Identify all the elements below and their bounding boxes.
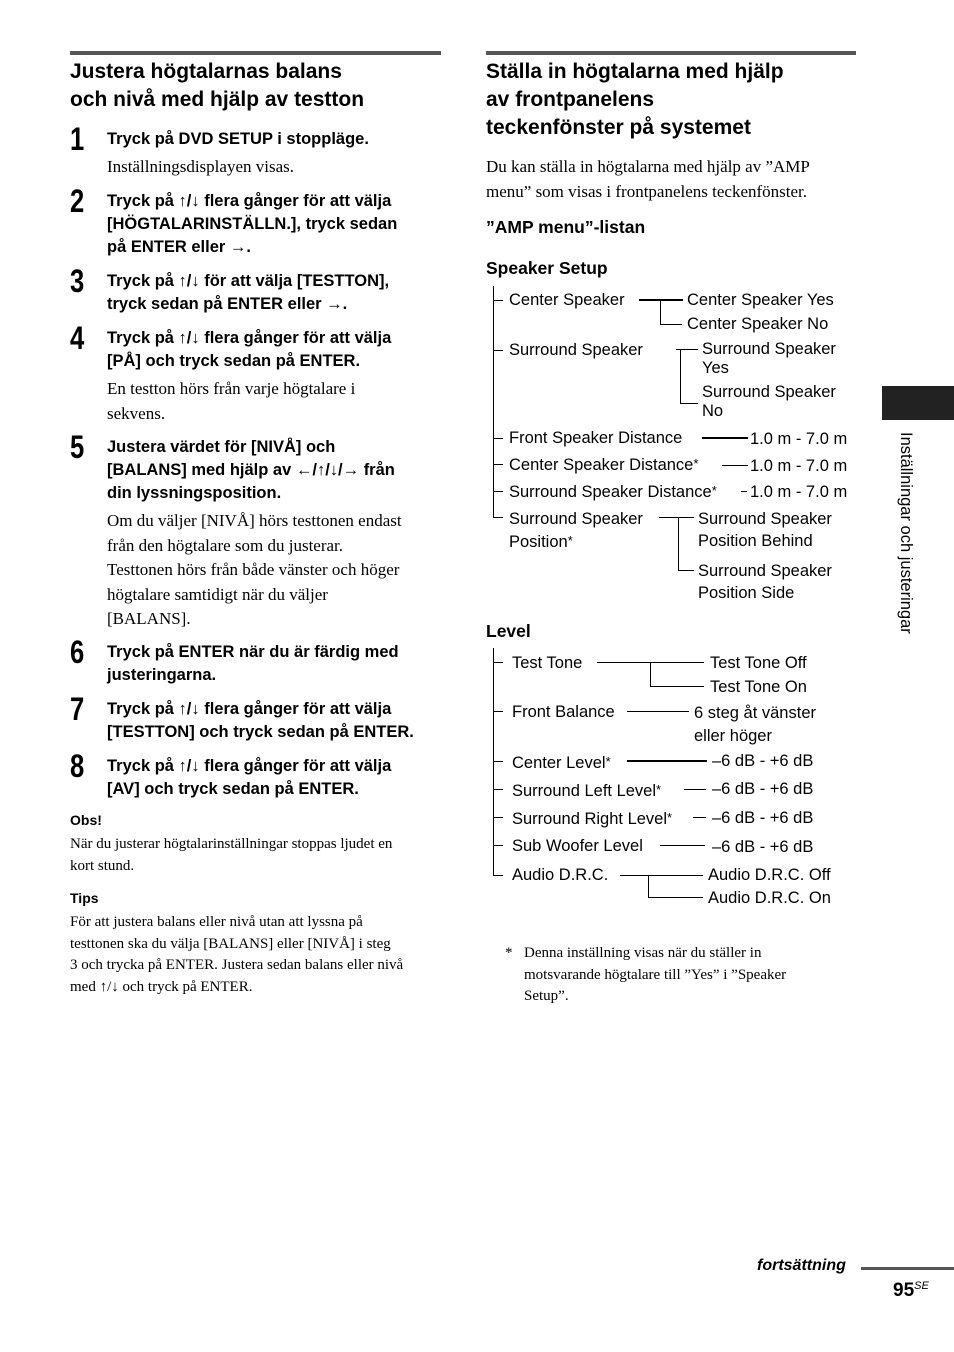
surround-distance-range: 1.0 m - 7.0 m <box>750 483 848 501</box>
side-section-label: Inställningar och justeringar <box>897 432 915 634</box>
right-intro: Du kan ställa in högtalarna med hjälp av ”AMP menu” som visas i frontpanelens teckenfönster. <box>486 157 810 201</box>
left-title-rule <box>70 51 441 55</box>
step-number: 6 <box>70 634 85 670</box>
audio-drc-label: Audio D.R.C. <box>512 866 609 884</box>
center-level-label: Center Level* <box>512 754 611 772</box>
surround-speaker-label: Surround Speaker <box>509 341 643 359</box>
center-speaker-no: Center Speaker No <box>687 315 829 333</box>
surround-speaker-yes: Surround Speaker Yes <box>702 340 836 377</box>
step-number: 4 <box>70 320 85 356</box>
left-section-title <box>70 58 450 114</box>
speaker-setup-heading: Speaker Setup <box>486 258 608 278</box>
section-tab-marker <box>882 386 954 420</box>
position-side: Surround Speaker Position Side <box>698 562 832 602</box>
position-behind: Surround Speaker Position Behind <box>698 510 832 550</box>
step-result: Om du väljer [NIVÅ] hörs testtonen endast från den högtalare som du justerar. Testtonen hörs från både vänster och höger högtalare samtidigt när du väljer [BALANS]. <box>107 511 402 628</box>
step-instruction: Tryck på ↑/↓ flera gånger för att välja [HÖGTALARINSTÄLLN.], tryck sedan på ENTER eller →. <box>107 192 398 256</box>
step-instruction: Tryck på ↑/↓ för att välja [TESTTON], tryck sedan på ENTER eller →. <box>107 272 390 313</box>
test-tone-off: Test Tone Off <box>710 654 807 672</box>
step-instruction: Tryck på ↑/↓ flera gånger för att välja [AV] och tryck sedan på ENTER. <box>107 757 392 798</box>
surround-speaker-no: Surround Speaker No <box>702 383 836 420</box>
step-number: 8 <box>70 748 85 784</box>
step-instruction: Justera värdet för [NIVÅ] och [BALANS] med hjälp av ←/↑/↓/→ från din lyssningsposition. <box>107 438 395 502</box>
step-instruction: Tryck på ↑/↓ flera gånger för att välja [TESTTON] och tryck sedan på ENTER. <box>107 700 414 741</box>
audio-drc-off: Audio D.R.C. Off <box>708 866 831 884</box>
obs-heading: Obs! <box>70 812 102 828</box>
page-number: $95^{SE}$ <box>893 1280 929 1301</box>
level-heading: Level <box>486 621 531 641</box>
center-speaker-yes: Center Speaker Yes <box>687 291 834 309</box>
continued-rule <box>861 1267 954 1270</box>
step-instruction: Tryck på DVD SETUP i stoppläge. <box>107 130 369 148</box>
step-number: 1 <box>70 121 85 157</box>
surround-right-label: Surround Right Level* <box>512 810 673 828</box>
step-instruction: Tryck på ↑/↓ flera gånger för att välja [PÅ] och tryck sedan på ENTER. <box>107 329 392 370</box>
tips-heading: Tips <box>70 890 99 906</box>
surround-right-range: –6 dB - +6 dB <box>712 809 814 827</box>
front-balance-value: 6 steg åt vänster eller höger <box>694 704 816 745</box>
tips-note: För att justera balans eller nivå utan att lyssna på testtonen ska du välja [BALANS] eller [NIVÅ] i steg 3 och trycka på ENTER. Justera sedan balans eller nivå med ↑/↓ och tryck på ENTER. <box>70 914 404 995</box>
amp-menu-heading: ”AMP menu”-listan <box>486 217 646 237</box>
right-title-rule <box>486 51 856 55</box>
step-number: 2 <box>70 183 85 219</box>
center-level-range: –6 dB - +6 dB <box>712 752 814 770</box>
surround-left-range: –6 dB - +6 dB <box>712 780 814 798</box>
step-instruction: Tryck på ENTER när du är färdig med justeringarna. <box>107 643 399 684</box>
footnote-mark: * <box>505 945 513 961</box>
surround-left-label: Surround Left Level* <box>512 782 662 800</box>
center-distance-range: 1.0 m - 7.0 m <box>750 457 848 475</box>
test-tone-on: Test Tone On <box>710 678 807 696</box>
front-distance-label: Front Speaker Distance <box>509 429 683 447</box>
test-tone-label: Test Tone <box>512 654 583 672</box>
center-distance-label: Center Speaker Distance* <box>509 456 699 474</box>
left-title-line1: Justera högtalarnas balans <box>70 60 342 83</box>
footnote-text: Denna inställning visas när du ställer in motsvarande högtalare till ”Yes” i ”Speaker Setup”. <box>524 945 787 1004</box>
audio-drc-on: Audio D.R.C. On <box>708 889 831 907</box>
step-number: 7 <box>70 691 85 727</box>
front-distance-range: 1.0 m - 7.0 m <box>750 430 848 448</box>
step-result: Inställningsdisplayen visas. <box>107 157 294 176</box>
sub-woofer-range: –6 dB - +6 dB <box>712 838 814 856</box>
surround-position-label: Surround Speaker Position* <box>509 510 643 551</box>
sub-woofer-label: Sub Woofer Level <box>512 837 643 855</box>
center-speaker-label: Center Speaker <box>509 291 625 309</box>
step-number: 5 <box>70 429 85 465</box>
surround-distance-label: Surround Speaker Distance* <box>509 483 717 501</box>
left-title-line2: och nivå med hjälp av testton <box>70 88 365 111</box>
step-result: En testton hörs från varje högtalare i sekvens. <box>107 379 356 423</box>
continued-label: fortsättning <box>757 1257 846 1274</box>
obs-note: När du justerar högtalarinställningar stoppas ljudet en kort stund. <box>70 836 393 874</box>
right-section-title: Ställa in högtalarna med hjälp av frontpanelens teckenfönster på systemet <box>486 60 784 139</box>
front-balance-label: Front Balance <box>512 703 615 721</box>
step-number: 3 <box>70 263 85 299</box>
